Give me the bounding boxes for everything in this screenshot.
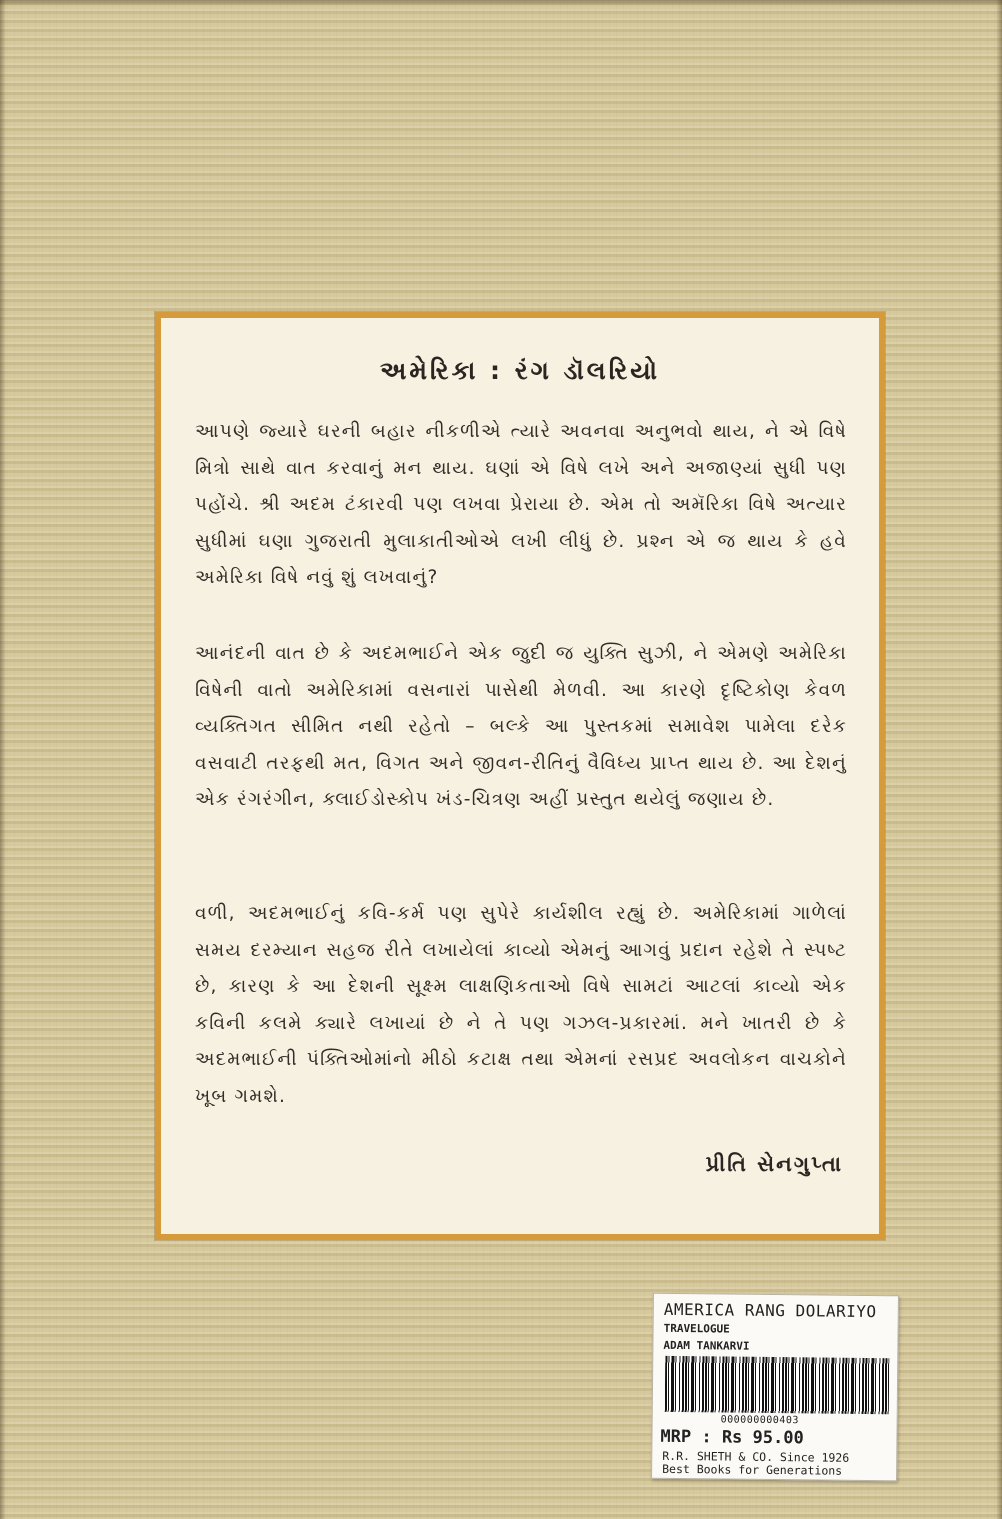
cover-left-edge-shadow xyxy=(0,0,6,1519)
sticker-price: MRP : Rs 95.00 xyxy=(660,1426,804,1449)
sticker-tagline: Best Books for Generations xyxy=(662,1461,843,1478)
price-sticker xyxy=(651,1293,899,1482)
sticker-author: ADAM TANKARVI xyxy=(663,1338,750,1353)
blurb-paragraph-1: આપણે જ્યારે ઘરની બહાર નીકળીએ ત્યારે અવનવા અનુભવો થાય, ને એ વિષે મિત્રો સાથે વાત કરવાનું મન થાય. ઘણાં એ વિષે લખે અને અજાણ્યાં સુધી પણ પહોંચે. શ્રી અદમ ટંકારવી પણ લખવા પ્રેરાયા છે. એમ તો અમૅરિકા વિષે અત્યાર સુધીમાં ઘણા ગુજરાતી મુલાકાતીઓએ લખી લીધું છે. પ્રશ્ન એ જ થાય કે હવે અમેરિકા વિષે નવું શું લખવાનું? xyxy=(195,421,847,588)
blurb-paragraph-2: આનંદની વાત છે કે અદમભાઈને એક જુદી જ યુક્તિ સુઝી, ને એમણે અમેરિકા વિષેની વાતો અમેરિકામાં વસનારાં પાસેથી મેળવી. આ કારણે દૃષ્ટિકોણ કેવળ વ્યક્તિગત સીમિત નથી રહેતો – બલ્કે આ પુસ્તકમાં સમાવેશ પામેલા દરેક વસવાટી તરફથી મત, વિગત અને જીવન-રીતિનું વૈવિધ્ય પ્રાપ્ત થાય છે. આ દેશનું એક રંગરંગીન, ક્લાઈડોસ્કોપ ખંડ-ચિત્રણ અહીં પ્રસ્તુત થયેલું જણાય છે. xyxy=(195,643,847,810)
author-signature: પ્રીતિ સેનગુપ્તા xyxy=(705,1152,843,1176)
blurb-panel xyxy=(155,312,885,1240)
sticker-book-title: AMERICA RANG DOLARIYO xyxy=(663,1299,877,1322)
blurb-paragraph-3: વળી, અદમભાઈનું કવિ-કર્મ પણ સુપેરે કાર્યશીલ રહ્યું છે. અમેરિકામાં ગાળેલાં સમય દરમ્યાન સહજ રીતે લખાયેલાં કાવ્યો એમનું આગવું પ્રદાન રહેશે તે સ્પષ્ટ છે, કારણ કે આ દેશની સૂક્ષ્મ લાક્ષણિકતાઓ વિષે સામટાં આટલાં કાવ્યો એક કવિની કલમે ક્યારે લખાયાં છે ને તે પણ ગઝલ-પ્રકારમાં. મને ખાતરી છે કે અદમભાઈની પંક્તિઓમાંનો મીઠો કટાક્ષ તથા એમનાં રસપ્રદ અવલોકન વાચકોને ખૂબ ગમશે. xyxy=(195,903,847,1107)
book-title: અમેરિકા : રંગ ડૉલરિયો xyxy=(379,356,661,385)
sticker-publisher: R.R. SHETH & CO. Since 1926 xyxy=(662,1448,850,1465)
sticker-category: TRAVELOGUE xyxy=(663,1321,730,1336)
cover-top-edge-shadow xyxy=(0,0,1002,6)
barcode xyxy=(665,1356,890,1414)
barcode-number: 000000000403 xyxy=(720,1414,799,1427)
cover-right-edge-shadow xyxy=(996,0,1002,1519)
